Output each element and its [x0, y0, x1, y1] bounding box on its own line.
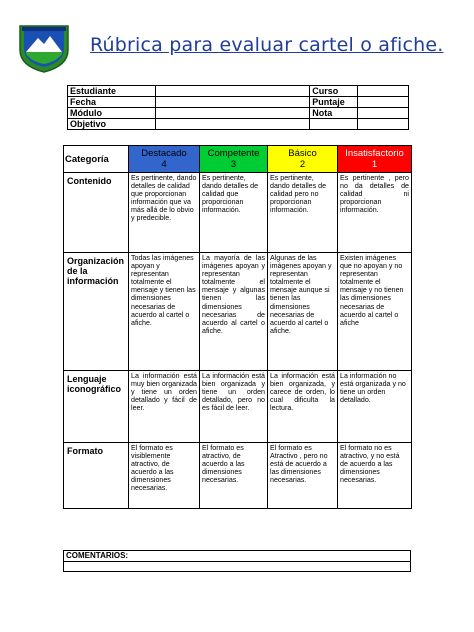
- rubric-row-contenido: [64, 173, 412, 253]
- rubric-cell: El formato es Atractivo , pero no está de acuerdo a las dimensiones necesarias.: [268, 443, 338, 509]
- level-competente: [200, 146, 268, 173]
- level-points: 4: [161, 159, 167, 170]
- objective-field-3[interactable]: [358, 119, 409, 130]
- level-basico: [268, 146, 338, 173]
- level-name: Destacado: [141, 148, 187, 159]
- level-name: Insatisfactorio: [345, 148, 404, 159]
- rubric-cell: La información no está organizada y no tiene un orden detallado.: [338, 371, 412, 443]
- rubric-cell: El formato es visiblemente atractivo, de acuerdo a las dimensiones necesarias.: [129, 443, 200, 509]
- level-points: 2: [299, 159, 306, 170]
- student-info-table: [67, 85, 409, 130]
- rubric-cell: El formato es atractivo, de acuerdo a las dimensiones necesarias.: [200, 443, 268, 509]
- rubric-cell: Todas las imágenes apoyan y representan totalmente el mensaje y tienen las dimensiones necesarias de acuerdo al cartel o afiche.: [129, 253, 200, 371]
- rubric-header-row: [64, 146, 412, 173]
- rubric-cell: Es pertinente, dando detalles de calidad pero no proporcionan información.: [268, 173, 338, 253]
- objective-field[interactable]: [155, 119, 309, 130]
- objective-field-2[interactable]: [310, 119, 358, 130]
- rubric-row-lenguaje: [64, 371, 412, 443]
- level-name: Competente: [207, 148, 260, 159]
- course-field[interactable]: [358, 86, 409, 97]
- rubric-cell: Es pertinente, dando detalles de calidad que proporcionan información que va más allá de lo obvio y predecible.: [129, 173, 200, 253]
- grade-field[interactable]: [358, 108, 409, 119]
- level-name: Básico: [288, 148, 317, 159]
- category-cell: Contenido: [64, 173, 129, 253]
- category-cell: Organización de la información: [64, 253, 129, 371]
- comments-table: [63, 550, 411, 572]
- rubric-cell: La mayoría de las imágenes apoyan y representan totalmente el mensaje y algunas tienen las dimensiones necesarias de acuerdo al cartel o afiche.: [200, 253, 268, 371]
- rubric-cell: Algunas de las imágenes apoyan y representan totalmente el mensaje aunque si tienen las dimensiones necesarias de acuerdo al cartel o afiche.: [268, 253, 338, 371]
- student-label: Estudiante: [68, 86, 156, 97]
- rubric-row-formato: [64, 443, 412, 509]
- module-field[interactable]: [155, 108, 309, 119]
- date-label: Fecha: [68, 97, 156, 108]
- grade-label: Nota: [310, 108, 358, 119]
- level-points: 1: [371, 159, 378, 170]
- score-field[interactable]: [358, 97, 409, 108]
- course-label: Curso: [310, 86, 358, 97]
- category-header: Categoría: [64, 146, 129, 173]
- school-crest-logo: [16, 22, 72, 74]
- category-cell: Lenguaje iconográfico: [64, 371, 129, 443]
- objective-label: Objetivo: [68, 119, 156, 130]
- rubric-table: [63, 145, 412, 509]
- student-field[interactable]: [155, 86, 309, 97]
- page-title: Rúbrica para evaluar cartel o afiche.: [90, 34, 444, 56]
- rubric-cell: Existen imágenes que no apoyan y no representan totalmente el mensaje y no tienen las dimensiones necesarias de acuerdo al cartel o afiche: [338, 253, 412, 371]
- level-points: 3: [230, 159, 237, 170]
- rubric-cell: La información está bien organizada, y carece de orden, lo cual dificulta la lectura.: [268, 371, 338, 443]
- rubric-row-organizacion: [64, 253, 412, 371]
- date-field[interactable]: [155, 97, 309, 108]
- rubric-cell: Es pertinente , pero no da detalles de calidad ni proporcionan información.: [338, 173, 412, 253]
- score-label: Puntaje: [310, 97, 358, 108]
- rubric-cell: Es pertinente, dando detalles de calidad que proporcionan información.: [200, 173, 268, 253]
- rubric-cell: El formato no es atractivo, y no está de acuerdo a las dimensiones necesarias.: [338, 443, 412, 509]
- rubric-cell: La información está bien organizada y tiene un orden detallado, pero no es fácil de leer.: [200, 371, 268, 443]
- module-label: Módulo: [68, 108, 156, 119]
- category-cell: Formato: [64, 443, 129, 509]
- level-insatisfactorio: [338, 146, 412, 173]
- comments-field[interactable]: [64, 562, 411, 572]
- rubric-cell: La información está muy bien organizada y tiene un orden detallado y fácil de leer.: [129, 371, 200, 443]
- comments-label: COMENTARIOS:: [64, 551, 411, 562]
- level-destacado: [129, 146, 200, 173]
